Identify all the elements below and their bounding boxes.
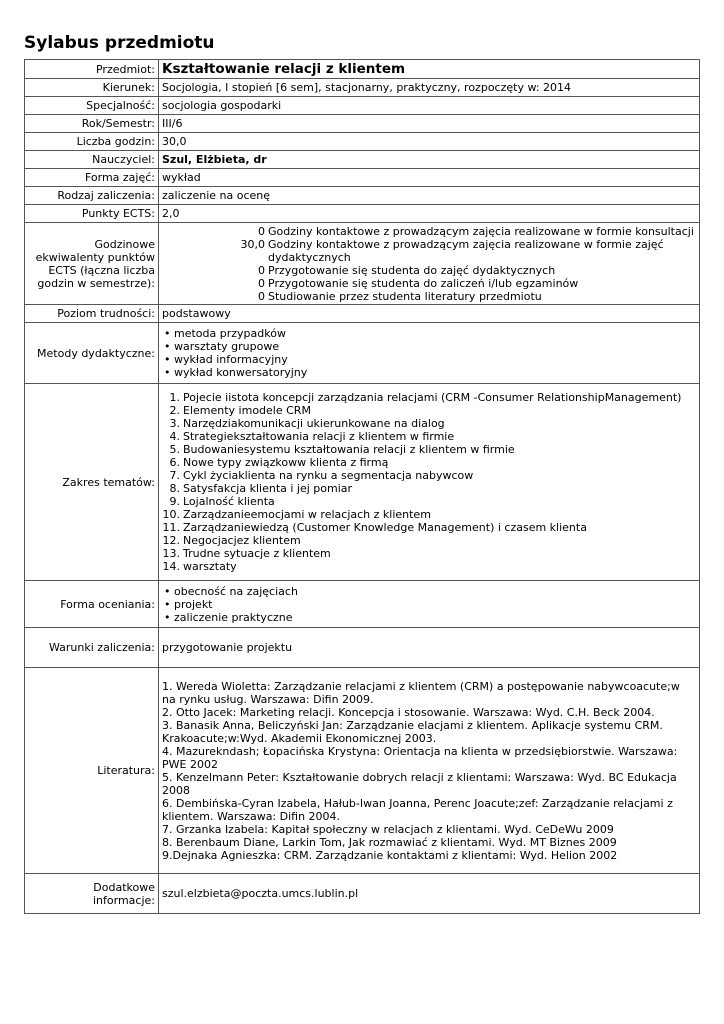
literature-item: 1. Wereda Wioletta: Zarządzanie relacjami z klientem (CRM) a postępowanie nabywcoacute;w na rynku usług. Warszawa: Difin 2009. bbox=[162, 679, 680, 706]
row-metody bbox=[25, 323, 700, 384]
value-rok: III/6 bbox=[159, 115, 700, 133]
page-title: Sylabus przedmiotu bbox=[24, 33, 215, 53]
topic-number: 9 . bbox=[162, 495, 183, 508]
topics-list bbox=[162, 391, 696, 573]
value-poziom: podstawowy bbox=[159, 305, 700, 323]
topic-item bbox=[162, 547, 696, 560]
hours-item bbox=[162, 238, 696, 264]
row-ocenianie bbox=[25, 581, 700, 628]
value-warunki: przygotowanie projektu bbox=[159, 628, 700, 668]
topic-text: Strategiekształtowania relacji z klientem w firmie bbox=[183, 430, 455, 443]
topic-number: 3 . bbox=[162, 417, 183, 430]
value-zaliczenie: zaliczenie na ocenę bbox=[159, 187, 700, 205]
value-specjalnosc: socjologia gospodarki bbox=[159, 97, 700, 115]
topic-text: warsztaty bbox=[183, 560, 237, 573]
topic-text: Cykl życiaklienta na rynku a segmentacja nabywcow bbox=[183, 469, 474, 482]
value-ects: 2,0 bbox=[159, 205, 700, 223]
topic-item bbox=[162, 404, 696, 417]
topic-number: 12 . bbox=[162, 534, 183, 547]
row-forma bbox=[25, 169, 700, 187]
label-literatura: Literatura: bbox=[25, 668, 159, 874]
list-item: • warsztaty grupowe bbox=[162, 340, 696, 353]
topic-number: 13 . bbox=[162, 547, 183, 560]
row-zaliczenie bbox=[25, 187, 700, 205]
label-przedmiot: Przedmiot: bbox=[25, 60, 159, 79]
label-godziny: Liczba godzin: bbox=[25, 133, 159, 151]
topic-text: Satysfakcja klienta i jej pomiar bbox=[183, 482, 353, 495]
literature-item: 6. Dembińska-Cyran Izabela, Hałub-Iwan Joanna, Perenc Joacute;zef: Zarządzanie relacjami z klientem. Warszawa: Difin 2004. bbox=[162, 796, 673, 823]
list-item: • wykład konwersatoryjny bbox=[162, 366, 696, 379]
topic-item bbox=[162, 534, 696, 547]
topic-text: Trudne sytuacje z klientem bbox=[183, 547, 331, 560]
topic-text: Narzędziakomunikacji ukierunkowane na dialog bbox=[183, 417, 445, 430]
hours-value: 0 bbox=[258, 289, 265, 303]
row-specjalnosc bbox=[25, 97, 700, 115]
list-item: • obecność na zajęciach bbox=[162, 585, 696, 598]
hours-text: Przygotowanie się studenta do zaliczeń i/lub egzaminów bbox=[268, 276, 579, 290]
value-metody bbox=[159, 323, 700, 384]
topic-number: 7 . bbox=[162, 469, 183, 482]
topic-item bbox=[162, 391, 696, 404]
topic-number: 14 . bbox=[162, 560, 183, 573]
hours-item bbox=[162, 277, 696, 290]
literature-item: 7. Grzanka Izabela: Kapitał społeczny w relacjach z klientami. Wyd. CeDeWu 2009 bbox=[162, 822, 614, 836]
topic-item bbox=[162, 495, 696, 508]
topic-item bbox=[162, 469, 696, 482]
value-godzinowe bbox=[159, 223, 700, 305]
topic-item bbox=[162, 560, 696, 573]
literature-item: 3. Banasik Anna, Beliczyński Jan: Zarządzanie elacjami z klientem. Aplikacje systemu CRM. Krakoacute;w:Wyd. Akademii Ekonomicznej 2003. bbox=[162, 718, 663, 745]
value-literatura bbox=[159, 668, 700, 874]
hours-text: Godziny kontaktowe z prowadzącym zajęcia realizowane w formie zajęć dydaktycznych bbox=[268, 237, 664, 264]
row-dodatkowe bbox=[25, 874, 700, 914]
topic-text: Lojalność klienta bbox=[183, 495, 275, 508]
literature-item: 4. Mazurekndash; Łopacińska Krystyna: Orientacja na klienta w przedsiębiorstwie. Warszawa: PWE 2002 bbox=[162, 744, 678, 771]
hours-value: 0 bbox=[258, 263, 265, 277]
topic-text: Pojecie iistota koncepcji zarządzania relacjami (CRM -Consumer RelationshipManagement) bbox=[183, 391, 682, 404]
list-item: • projekt bbox=[162, 598, 696, 611]
hours-value: 0 bbox=[258, 276, 265, 290]
topic-text: Budowaniesystemu kształtowania relacji z klientem w firmie bbox=[183, 443, 515, 456]
hours-value: 0 bbox=[258, 224, 265, 238]
value-ocenianie bbox=[159, 581, 700, 628]
topic-text: Zarządzaniewiedzą (Customer Knowledge Management) i czasem klienta bbox=[183, 521, 587, 534]
row-godziny bbox=[25, 133, 700, 151]
topic-item bbox=[162, 443, 696, 456]
label-warunki: Warunki zaliczenia: bbox=[25, 628, 159, 668]
row-godzinowe bbox=[25, 223, 700, 305]
value-nauczyciel: Szul, Elżbieta, dr bbox=[159, 151, 700, 169]
label-zaliczenie: Rodzaj zaliczenia: bbox=[25, 187, 159, 205]
hours-value: 30,0 bbox=[240, 237, 265, 251]
value-kierunek: Socjologia, I stopień [6 sem], stacjonarny, praktyczny, rozpoczęty w: 2014 bbox=[159, 79, 700, 97]
topic-text: Zarządzanieemocjami w relacjach z klientem bbox=[183, 508, 431, 521]
topic-number: 2 . bbox=[162, 404, 183, 417]
hours-item bbox=[162, 290, 696, 303]
label-metody: Metody dydaktyczne: bbox=[25, 323, 159, 384]
row-warunki bbox=[25, 628, 700, 668]
topic-text: Nowe typy związkoww klienta z firmą bbox=[183, 456, 389, 469]
topic-number: 5 . bbox=[162, 443, 183, 456]
metody-list bbox=[162, 327, 696, 379]
value-forma: wykład bbox=[159, 169, 700, 187]
row-zakres bbox=[25, 384, 700, 581]
topic-number: 4 . bbox=[162, 430, 183, 443]
hours-item bbox=[162, 264, 696, 277]
topic-number: 8 . bbox=[162, 482, 183, 495]
value-dodatkowe: szul.elzbieta@poczta.umcs.lublin.pl bbox=[159, 874, 700, 914]
label-rok: Rok/Semestr: bbox=[25, 115, 159, 133]
literature-item: 5. Kenzelmann Peter: Kształtowanie dobrych relacji z klientami: Warszawa: Wyd. BC Edukacja 2008 bbox=[162, 770, 677, 797]
literature-item: 2. Otto Jacek: Marketing relacji. Koncepcja i stosowanie. Warszawa: Wyd. C.H. Beck 2004. bbox=[162, 705, 655, 719]
value-zakres bbox=[159, 384, 700, 581]
label-nauczyciel: Nauczyciel: bbox=[25, 151, 159, 169]
ocenianie-list bbox=[162, 585, 696, 624]
topic-text: Negocjacjez klientem bbox=[183, 534, 301, 547]
list-item: • wykład informacyjny bbox=[162, 353, 696, 366]
row-poziom bbox=[25, 305, 700, 323]
syllabus-table bbox=[24, 59, 700, 914]
topic-number: 11 . bbox=[162, 521, 183, 534]
label-ocenianie: Forma oceniania: bbox=[25, 581, 159, 628]
row-literatura bbox=[25, 668, 700, 874]
topic-item bbox=[162, 456, 696, 469]
topic-text: Elementy imodele CRM bbox=[183, 404, 311, 417]
label-dodatkowe: Dodatkowe informacje: bbox=[25, 874, 159, 914]
value-godziny: 30,0 bbox=[159, 133, 700, 151]
topic-item bbox=[162, 430, 696, 443]
list-item: • zaliczenie praktyczne bbox=[162, 611, 696, 624]
literature-item: 8. Berenbaum Diane, Larkin Tom, Jak rozmawiać z klientami. Wyd. MT Biznes 2009 bbox=[162, 835, 617, 849]
label-poziom: Poziom trudności: bbox=[25, 305, 159, 323]
value-przedmiot: Kształtowanie relacji z klientem bbox=[159, 60, 700, 79]
topic-number: 6 . bbox=[162, 456, 183, 469]
hours-item bbox=[162, 225, 696, 238]
label-specjalnosc: Specjalność: bbox=[25, 97, 159, 115]
list-item: • metoda przypadków bbox=[162, 327, 696, 340]
label-kierunek: Kierunek: bbox=[25, 79, 159, 97]
label-godzinowe: Godzinowe ekwiwalenty punktów ECTS (łączna liczba godzin w semestrze): bbox=[25, 223, 159, 305]
row-przedmiot bbox=[25, 60, 700, 79]
row-nauczyciel bbox=[25, 151, 700, 169]
literature-item: 9.Dejnaka Agnieszka: CRM. Zarządzanie kontaktami z klientami: Wyd. Helion 2002 bbox=[162, 848, 618, 862]
hours-text: Studiowanie przez studenta literatury przedmiotu bbox=[268, 289, 542, 303]
topic-item bbox=[162, 521, 696, 534]
label-zakres: Zakres tematów: bbox=[25, 384, 159, 581]
topic-number: 10 . bbox=[162, 508, 183, 521]
hours-text: Przygotowanie się studenta do zajęć dydaktycznych bbox=[268, 263, 556, 277]
row-kierunek bbox=[25, 79, 700, 97]
row-rok bbox=[25, 115, 700, 133]
topic-item bbox=[162, 482, 696, 495]
hours-text: Godziny kontaktowe z prowadzącym zajęcia realizowane w formie konsultacji bbox=[268, 224, 694, 238]
topic-number: 1 . bbox=[162, 391, 183, 404]
row-ects bbox=[25, 205, 700, 223]
label-ects: Punkty ECTS: bbox=[25, 205, 159, 223]
topic-item bbox=[162, 417, 696, 430]
label-forma: Forma zajęć: bbox=[25, 169, 159, 187]
topic-item bbox=[162, 508, 696, 521]
